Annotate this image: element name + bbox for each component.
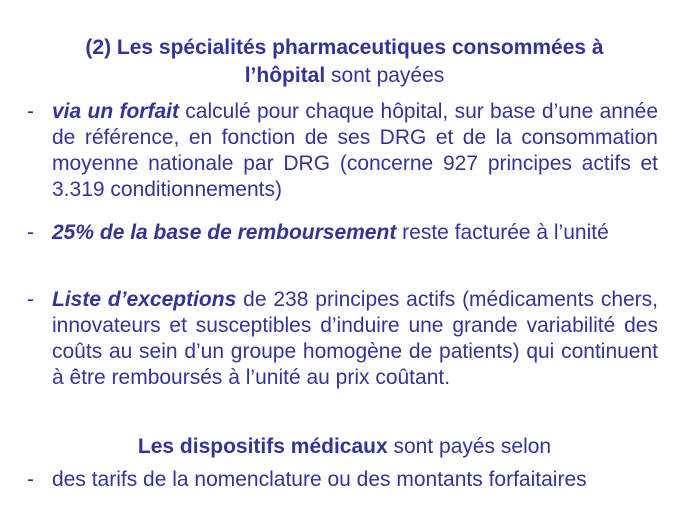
bullet-text: de 238 principes actifs (médicaments chers, innovateurs et susceptibles d’induire une grande variabilité des coûts au sein d’un groupe homogène de patients) qui continuent à être remboursés à l’unité au prix coûtant. — [52, 288, 658, 389]
subheading-rest: sont payés selon — [387, 435, 552, 458]
bullet-exceptions — [52, 287, 658, 391]
bullet-dash: - — [27, 221, 34, 244]
bullet-text: calculé pour chaque hôpital, sur base d’une année de référence, en fonction de ses DRG et de la consommation moyenne nationale par DRG (concerne 927 principes actifs et 3.319 conditionnements) — [52, 100, 658, 201]
bullet-remboursement — [52, 220, 658, 246]
subheading-bold: Les dispositifs médicaux — [137, 435, 388, 458]
bullet-text: reste facturée à l’unité — [396, 221, 609, 244]
title-line1: (2) Les spécialités pharmaceutiques consommées à — [85, 36, 604, 59]
bullet-dash: - — [27, 468, 34, 491]
bullet-emphasis: 25% de la base de remboursement — [52, 221, 397, 244]
bullet-emphasis: via un forfait — [52, 100, 179, 123]
title-line2-rest: sont payées — [325, 64, 445, 87]
bullet-dash: - — [27, 288, 34, 311]
bullet-emphasis: Liste d’exceptions — [52, 288, 237, 311]
bullet-forfait — [52, 99, 658, 203]
bullet-text: des tarifs de la nomenclature ou des montants forfaitaires — [52, 468, 587, 491]
slide-title — [0, 34, 689, 90]
bullet-dispositifs — [52, 467, 658, 493]
bullet-dash: - — [27, 100, 34, 123]
title-line2-bold: l’hôpital — [244, 64, 326, 87]
subheading — [0, 434, 689, 460]
